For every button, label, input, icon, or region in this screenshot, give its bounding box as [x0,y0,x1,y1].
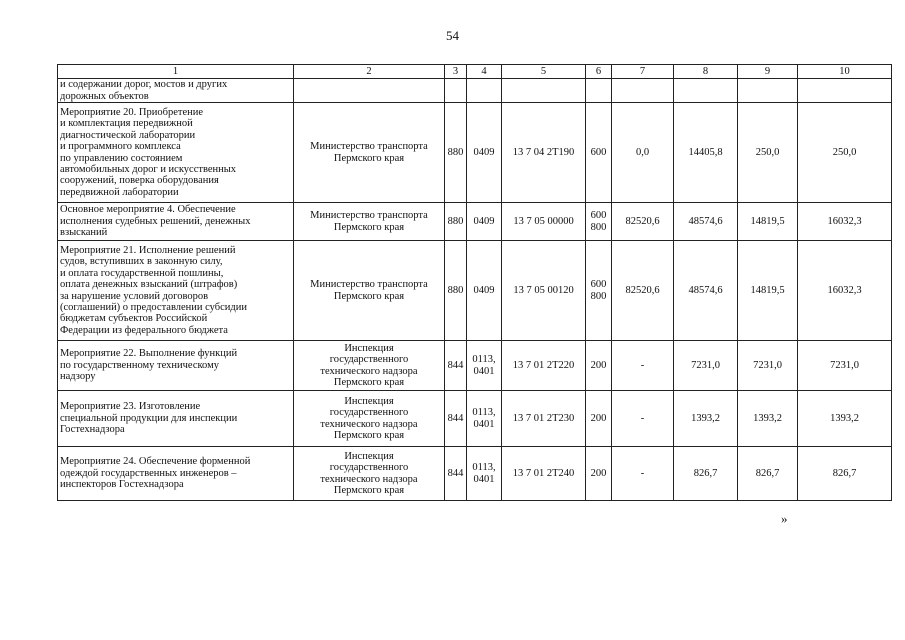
amount-col10-cell [798,103,892,203]
organization-cell [294,241,445,341]
amount-col8-cell [674,391,738,447]
activity-name-cell [58,79,294,103]
target-article-cell-line: 13 7 05 00120 [513,284,574,296]
organization-cell-line: Пермского края [333,376,405,388]
organization-cell-line: государственного [329,407,409,419]
target-article-cell [502,203,586,241]
section-code-cell-line: 0113, [472,407,496,419]
target-article-cell [502,341,586,391]
expense-type-cell [586,341,612,391]
target-article-cell [502,391,586,447]
target-article-cell-line: 13 7 01 2Т240 [512,467,575,479]
header-cell: 10 [798,65,892,79]
activity-name-cell-line: по государственному техническому [60,359,220,371]
amount-col9-cell [738,103,798,203]
activity-name-cell-line: Федерации из федерального бюджета [60,324,228,336]
ministry-code-cell-line: 844 [447,467,464,479]
amount-col8-cell [674,241,738,341]
header-cell: 7 [612,65,674,79]
ministry-code-cell [445,79,467,103]
header-cell: 5 [502,65,586,79]
table-row [58,79,892,103]
amount-col10-cell-line: 16032,3 [827,215,862,227]
activity-name-cell-line: и программного комплекса [60,141,181,153]
amount-col7-cell [612,241,674,341]
closing-quote: » [781,511,788,526]
amount-col8-cell-line: 1393,2 [691,412,720,424]
activity-name-cell-line: надзору [60,371,96,383]
organization-cell-line: Пермского края [333,429,405,441]
target-article-cell-line: 13 7 01 2Т230 [512,412,575,424]
budget-table [57,64,892,501]
organization-cell-line: Пермского края [333,152,405,164]
ministry-code-cell [445,341,467,391]
amount-col7-cell [612,341,674,391]
ministry-code-cell [445,103,467,203]
ministry-code-cell [445,203,467,241]
table-row [58,241,892,341]
table-row [58,103,892,203]
amount-col10-cell [798,391,892,447]
section-code-cell [467,79,502,103]
organization-cell-line: Инспекция [344,342,394,354]
activity-name-cell-line: инспекторов Гостехнадзора [60,479,184,491]
organization-cell-line: Пермского края [333,290,405,302]
organization-cell-line: Пермского края [333,221,405,233]
header-cell: 1 [58,65,294,79]
activity-name-cell-line: одеждой государственных инженеров – [60,467,237,479]
section-code-cell [467,341,502,391]
expense-type-cell-line: 800 [590,221,607,233]
organization-cell-line: технического надзора [320,418,418,430]
activity-name-cell-line: и содержании дорог, мостов и других [60,79,228,91]
expense-type-cell [586,241,612,341]
activity-name-cell-line: Гостехнадзора [60,424,125,436]
target-article-cell [502,447,586,501]
organization-cell-line: Министерство транспорта [310,141,428,153]
activity-name-cell [58,341,294,391]
organization-cell [294,203,445,241]
amount-col7-cell [612,447,674,501]
activity-name-cell-line: Мероприятие 24. Обеспечение форменной [60,456,251,468]
activity-name-cell-line: дорожных объектов [60,90,149,102]
target-article-cell [502,241,586,341]
amount-col8-cell-line: 14405,8 [688,146,723,158]
activity-name-cell-line: Мероприятие 20. Приобретение [60,106,204,118]
organization-cell [294,447,445,501]
organization-cell-line: Министерство транспорта [310,210,428,222]
amount-col8-cell [674,341,738,391]
amount-col9-cell-line: 826,7 [755,467,780,479]
amount-col7-cell [612,79,674,103]
organization-cell-line: государственного [329,354,409,366]
activity-name-cell-line: исполнения судебных решений, денежных [60,215,251,227]
section-code-cell-line: 0401 [473,418,495,430]
amount-col9-cell-line: 250,0 [755,146,780,158]
activity-name-cell-line: передвижной лаборатории [60,186,179,198]
organization-cell-line: технического надзора [320,473,418,485]
section-code-cell-line: 0113, [472,462,496,474]
activity-name-cell [58,391,294,447]
amount-col10-cell-line: 7231,0 [830,359,859,371]
amount-col7-cell-line: 82520,6 [625,215,660,227]
expense-type-cell [586,79,612,103]
activity-name-cell-line: Мероприятие 23. Изготовление [60,401,201,413]
ministry-code-cell-line: 844 [447,359,464,371]
organization-cell-line: Министерство транспорта [310,279,428,291]
expense-type-cell [586,391,612,447]
activity-name-cell-line: (соглашений) о предоставлении субсидии [60,301,248,313]
activity-name-cell-line: взысканий [60,227,108,239]
activity-name-cell-line: и комплектация передвижной [60,118,193,130]
amount-col7-cell-line: 0,0 [635,146,650,158]
amount-col8-cell [674,447,738,501]
activity-name-cell-line: оплата денежных взысканий (штрафов) [60,279,238,291]
section-code-cell-line: 0409 [473,284,495,296]
section-code-cell [467,241,502,341]
table-row [58,341,892,391]
organization-cell [294,341,445,391]
activity-name-cell-line: диагностической лаборатории [60,129,196,141]
activity-name-cell [58,447,294,501]
organization-cell [294,103,445,203]
expense-type-cell-line: 200 [590,467,607,479]
amount-col9-cell [738,203,798,241]
target-article-cell-line: 13 7 04 2Т190 [512,146,575,158]
organization-cell-line: Инспекция [344,395,394,407]
amount-col8-cell [674,103,738,203]
header-cell: 9 [738,65,798,79]
activity-name-cell-line: бюджетам субъектов Российской [60,313,208,325]
header-cell: 2 [294,65,445,79]
activity-name-cell-line: Основное мероприятие 4. Обеспечение [60,204,236,216]
amount-col10-cell [798,203,892,241]
section-code-cell [467,391,502,447]
activity-name-cell [58,241,294,341]
page-number: 54 [446,28,459,43]
expense-type-cell-line: 800 [590,290,607,302]
amount-col8-cell [674,79,738,103]
amount-col10-cell-line: 250,0 [832,146,857,158]
table-row [58,391,892,447]
amount-col8-cell-line: 826,7 [693,467,718,479]
amount-col7-cell [612,391,674,447]
header-cell: 6 [586,65,612,79]
header-row [58,65,892,79]
organization-cell-line: Пермского края [333,484,405,496]
activity-name-cell [58,103,294,203]
header-cell: 3 [445,65,467,79]
amount-col9-cell [738,447,798,501]
expense-type-cell-line: 200 [590,359,607,371]
amount-col7-cell [612,203,674,241]
table-row [58,447,892,501]
amount-col10-cell-line: 1393,2 [830,412,859,424]
organization-cell-line: Инспекция [344,450,394,462]
amount-col7-cell-line: 82520,6 [625,284,660,296]
ministry-code-cell [445,391,467,447]
section-code-cell-line: 0401 [473,365,495,377]
amount-col7-cell [612,103,674,203]
amount-col10-cell [798,447,892,501]
amount-col9-cell [738,79,798,103]
amount-col10-cell [798,79,892,103]
ministry-code-cell-line: 880 [447,284,464,296]
amount-col10-cell [798,341,892,391]
expense-type-cell-line: 600 [590,279,607,291]
organization-cell-line: технического надзора [320,365,418,377]
ministry-code-cell-line: 880 [447,146,464,158]
amount-col8-cell-line: 7231,0 [691,359,720,371]
activity-name-cell-line: за нарушение условий договоров [60,290,209,302]
amount-col9-cell [738,341,798,391]
header-cell: 8 [674,65,738,79]
target-article-cell [502,79,586,103]
expense-type-cell-line: 200 [590,412,607,424]
activity-name-cell-line: и оплата государственной пошлины, [60,267,224,279]
amount-col9-cell [738,241,798,341]
amount-col9-cell-line: 7231,0 [753,359,782,371]
amount-col9-cell-line: 14819,5 [750,215,785,227]
expense-type-cell [586,103,612,203]
amount-col9-cell [738,391,798,447]
target-article-cell-line: 13 7 01 2Т220 [512,359,575,371]
organization-cell-line: государственного [329,462,409,474]
header-cell: 4 [467,65,502,79]
amount-col7-cell-line: - [640,467,645,479]
section-code-cell [467,103,502,203]
amount-col8-cell-line: 48574,6 [688,215,723,227]
ministry-code-cell [445,241,467,341]
activity-name-cell-line: по управлению состоянием [60,152,183,164]
ministry-code-cell-line: 844 [447,412,464,424]
target-article-cell [502,103,586,203]
organization-cell [294,79,445,103]
expense-type-cell-line: 600 [590,146,607,158]
organization-cell [294,391,445,447]
activity-name-cell-line: судов, вступивших в законную силу, [60,256,223,268]
section-code-cell [467,203,502,241]
expense-type-cell-line: 600 [590,210,607,222]
activity-name-cell [58,203,294,241]
target-article-cell-line: 13 7 05 00000 [513,215,574,227]
amount-col7-cell-line: - [640,412,645,424]
section-code-cell-line: 0409 [473,215,495,227]
expense-type-cell [586,203,612,241]
activity-name-cell-line: Мероприятие 21. Исполнение решений [60,244,236,256]
expense-type-cell [586,447,612,501]
ministry-code-cell-line: 880 [447,215,464,227]
amount-col10-cell-line: 16032,3 [827,284,862,296]
amount-col10-cell-line: 826,7 [832,467,857,479]
section-code-cell-line: 0409 [473,146,495,158]
section-code-cell [467,447,502,501]
ministry-code-cell [445,447,467,501]
activity-name-cell-line: автомобильных дорог и искусственных [60,163,237,175]
section-code-cell-line: 0113, [472,354,496,366]
amount-col9-cell-line: 14819,5 [750,284,785,296]
activity-name-cell-line: сооружений, поверка оборудования [60,175,219,187]
amount-col7-cell-line: - [640,359,645,371]
amount-col9-cell-line: 1393,2 [753,412,782,424]
section-code-cell-line: 0401 [473,473,495,485]
activity-name-cell-line: Мероприятие 22. Выполнение функций [60,348,238,360]
amount-col8-cell [674,203,738,241]
amount-col10-cell [798,241,892,341]
table-row [58,203,892,241]
amount-col8-cell-line: 48574,6 [688,284,723,296]
activity-name-cell-line: специальной продукции для инспекции [60,412,238,424]
